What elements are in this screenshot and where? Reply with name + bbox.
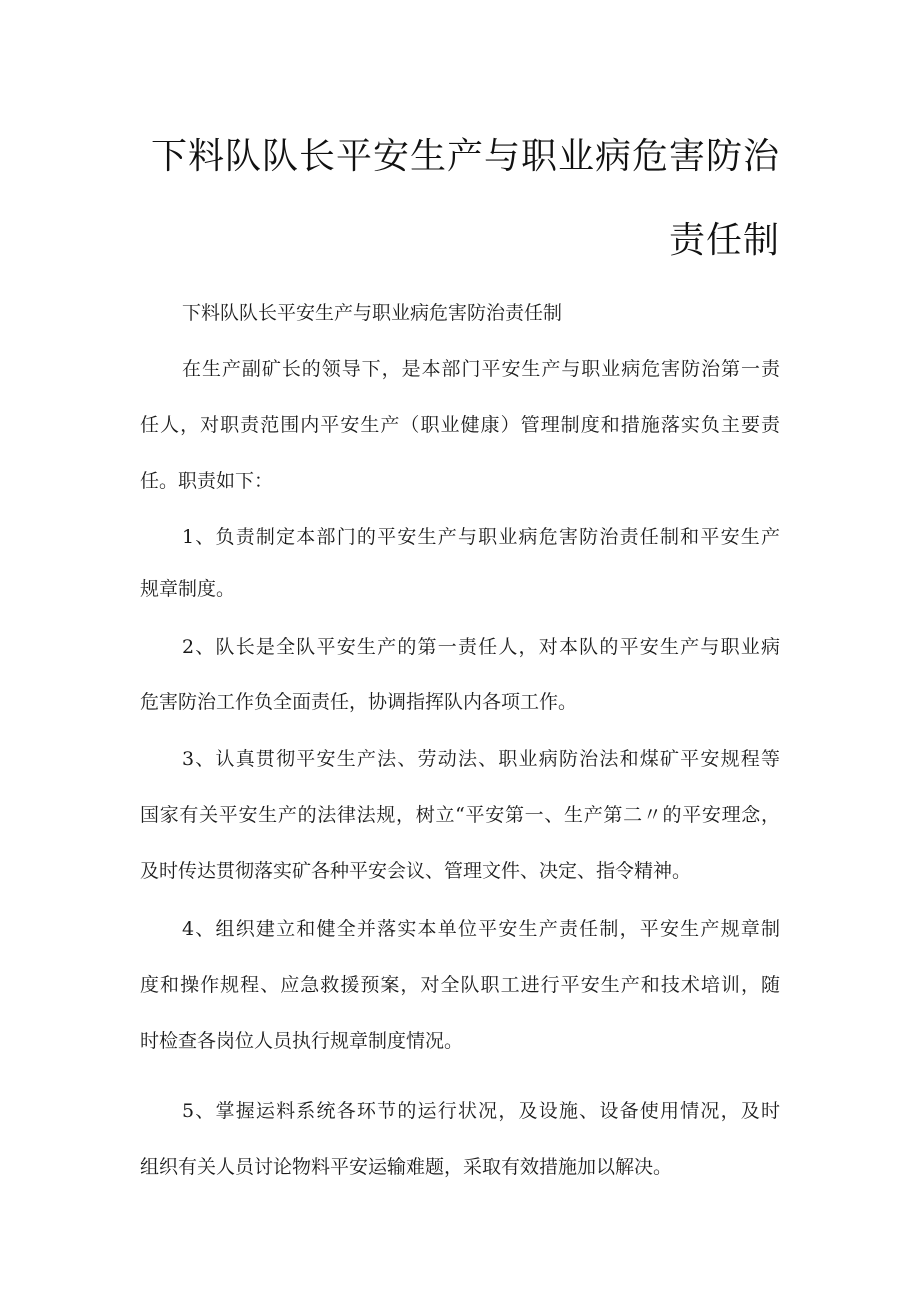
intro-line-1: 在生产副矿长的领导下，是本部门平安生产与职业病危害防治第一责 bbox=[182, 358, 780, 380]
intro-line-3: 任。职责如下： bbox=[140, 470, 274, 492]
item-1-line-1: 1、负责制定本部门的平安生产与职业病危害防治责任制和平安生产 bbox=[182, 526, 780, 548]
item-3-line-3: 及时传达贯彻落实矿各种平安会议、管理文件、决定、指令精神。 bbox=[140, 860, 692, 882]
intro-line-2: 任人，对职责范围内平安生产（职业健康）管理制度和措施落实负主要责 bbox=[140, 414, 780, 436]
document-title-line-2: 责任制 bbox=[668, 220, 780, 261]
item-1-line-2: 规章制度。 bbox=[140, 578, 236, 600]
item-2-line-1: 2、队长是全队平安生产的第一责任人，对本队的平安生产与职业病 bbox=[182, 636, 780, 658]
item-3-line-1: 3、认真贯彻平安生产法、劳动法、职业病防治法和煤矿平安规程等 bbox=[182, 748, 780, 770]
item-4-line-2: 度和操作规程、应急救援预案，对全队职工进行平安生产和技术培训，随 bbox=[140, 974, 780, 996]
item-4-line-3: 时检查各岗位人员执行规章制度情况。 bbox=[140, 1030, 464, 1052]
item-3-line-2: 国家有关平安生产的法律法规，树立“平安第一、生产第二〃的平安理念， bbox=[140, 804, 780, 826]
document-title-line-1: 下料队队长平安生产与职业病危害防治 bbox=[150, 136, 780, 177]
item-2-line-2: 危害防治工作负全面责任，协调指挥队内各项工作。 bbox=[140, 691, 578, 713]
document-subtitle: 下料队队长平安生产与职业病危害防治责任制 bbox=[182, 302, 563, 324]
item-5-line-2: 组织有关人员讨论物料平安运输难题，采取有效措施加以解决。 bbox=[140, 1156, 673, 1178]
item-5-line-1: 5、掌握运料系统各环节的运行状况，及设施、设备使用情况，及时 bbox=[182, 1100, 780, 1122]
item-4-line-1: 4、组织建立和健全并落实本单位平安生产责任制，平安生产规章制 bbox=[182, 918, 780, 940]
